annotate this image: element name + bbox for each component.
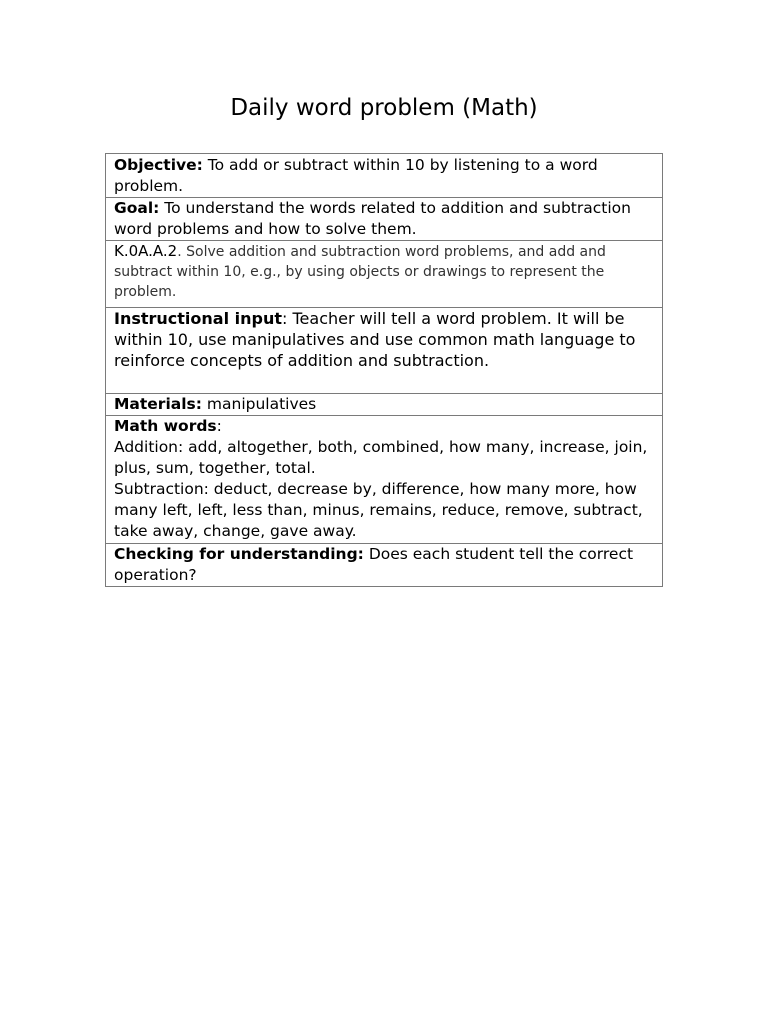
materials-row bbox=[106, 394, 663, 416]
checking-label: Checking for understanding: bbox=[114, 545, 364, 563]
math-words-cell bbox=[106, 416, 663, 544]
standard-code: K.0A.A.2 bbox=[114, 242, 178, 260]
objective-label: Objective: bbox=[114, 156, 203, 174]
page-title: Daily word problem (Math) bbox=[230, 95, 538, 121]
standard-text: . Solve addition and subtraction word problems, and add and subtract within 10, e.g., by using objects or drawings to represent the problem. bbox=[114, 244, 606, 300]
materials-text: manipulatives bbox=[201, 395, 317, 413]
math-words-label: Math words bbox=[114, 417, 217, 435]
checking-row bbox=[106, 544, 663, 587]
goal-row bbox=[106, 198, 663, 241]
materials-cell bbox=[106, 394, 663, 416]
objective-row bbox=[106, 154, 663, 198]
goal-label: Goal: bbox=[114, 199, 160, 217]
checking-cell bbox=[106, 544, 663, 587]
math-words-row bbox=[106, 416, 663, 544]
instructional-input-row bbox=[106, 308, 663, 394]
lesson-plan-table bbox=[105, 153, 663, 587]
objective-text: To add or subtract within 10 by listening to a word problem. bbox=[114, 156, 598, 195]
subtraction-words: Subtraction: deduct, decrease by, difference, how many more, how many left, left, less than, minus, remains, reduce, remove, subtract, take away, change, gave away. bbox=[114, 480, 643, 540]
addition-words: Addition: add, altogether, both, combined, how many, increase, join, plus, sum, together, total. bbox=[114, 438, 648, 477]
instructional-input-cell bbox=[106, 308, 663, 394]
materials-label: Materials: bbox=[114, 395, 202, 413]
objective-cell bbox=[106, 154, 663, 198]
checking-text: Does each student tell the correct operation? bbox=[114, 545, 634, 584]
standard-row bbox=[106, 241, 663, 308]
instructional-input-text: : Teacher will tell a word problem. It will be within 10, use manipulatives and use common math language to reinforce concepts of addition and subtraction. bbox=[114, 309, 636, 370]
goal-cell bbox=[106, 198, 663, 241]
math-words-heading bbox=[114, 416, 654, 437]
instructional-input-label: Instructional input bbox=[114, 309, 283, 328]
math-words-label-suffix: : bbox=[216, 417, 222, 435]
standard-cell bbox=[106, 241, 663, 308]
goal-text: To understand the words related to addition and subtraction word problems and how to solve them. bbox=[114, 199, 631, 238]
